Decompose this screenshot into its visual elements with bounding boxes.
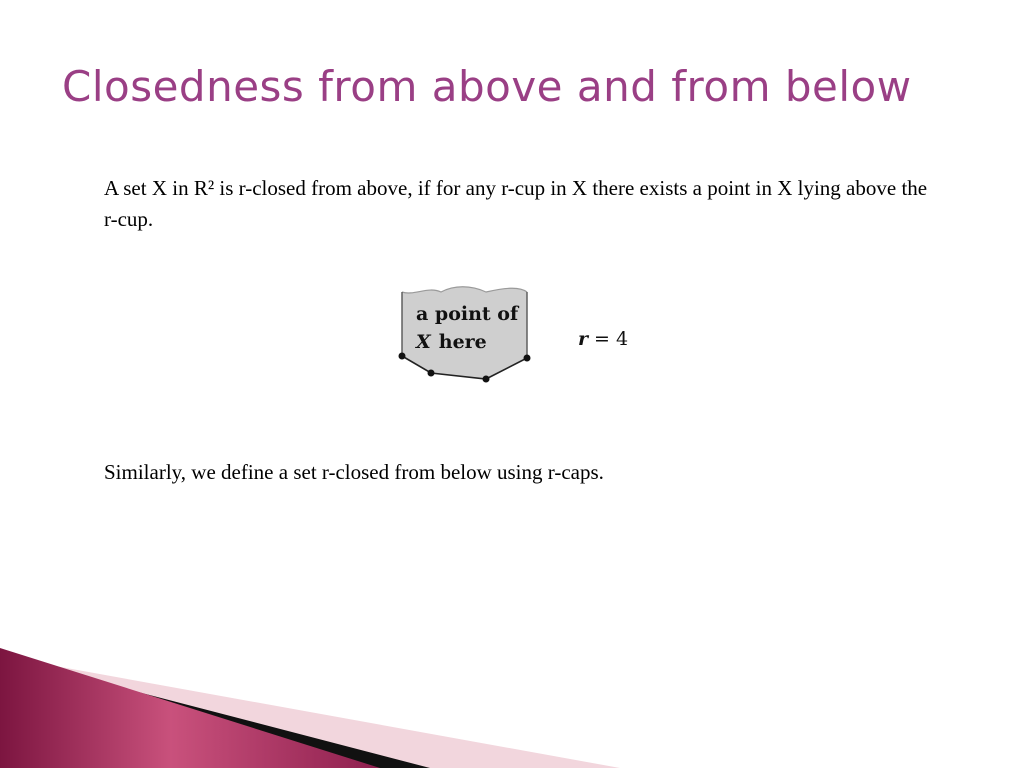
figure-label-var: X <box>416 331 431 353</box>
definition-paragraph: A set X in R² is r-closed from above, if for any r-cup in X there exists a point in X lying above the r-cup. <box>104 176 928 231</box>
cup-point <box>399 353 406 360</box>
r-cup-figure <box>386 272 656 408</box>
corner-decoration <box>0 640 1024 768</box>
cup-point <box>428 370 435 377</box>
figure-label-word: here <box>438 331 487 353</box>
r-value-label <box>578 328 628 350</box>
cup-point <box>524 355 531 362</box>
figure-label-line1: a point of <box>416 303 519 325</box>
figure-label-line2 <box>416 331 487 353</box>
slide-title: Closedness from above and from below <box>62 62 912 111</box>
r-equals-value: = 4 <box>588 328 629 350</box>
caps-paragraph: Similarly, we define a set r-closed from below using r-caps. <box>104 460 604 484</box>
cup-point <box>483 376 490 383</box>
r-variable: r <box>578 328 589 350</box>
decor-maroon-band <box>0 648 380 768</box>
